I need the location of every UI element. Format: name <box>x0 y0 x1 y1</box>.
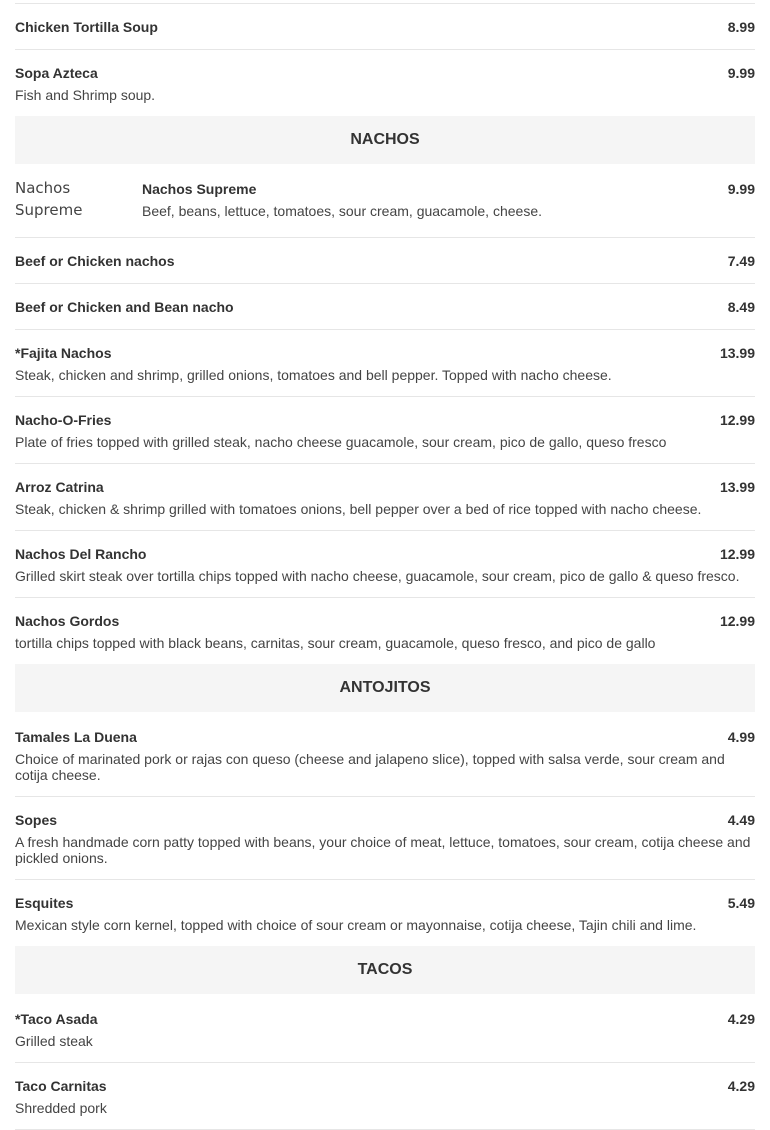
item-description: Fish and Shrimp soup. <box>15 87 156 103</box>
section-header-tacos: TACOS <box>15 946 755 994</box>
item-name: Beef or Chicken and Bean nacho <box>15 299 234 315</box>
item-description: Plate of fries topped with grilled steak, nacho cheese guacamole, sour cream, pico de gallo, queso fresco <box>15 434 667 450</box>
item-name: Arroz Catrina <box>15 479 104 495</box>
item-price: 4.29 <box>727 1011 755 1027</box>
item-name: Nachos Gordos <box>15 613 120 629</box>
menu-item-taco-carnitas[interactable] <box>15 1063 755 1130</box>
menu-list <box>15 0 755 1130</box>
item-name: *Taco Asada <box>15 1011 98 1027</box>
item-name: *Fajita Nachos <box>15 345 112 361</box>
item-name: Beef or Chicken nachos <box>15 253 175 269</box>
menu-item-chicken-tortilla-soup[interactable] <box>15 4 755 50</box>
item-description: Steak, chicken & shrimp grilled with tomatoes onions, bell pepper over a bed of rice topped with nacho cheese. <box>15 501 702 517</box>
section-header-antojitos: ANTOJITOS <box>15 664 755 712</box>
section-header-nachos: NACHOS <box>15 116 755 164</box>
item-price: 4.99 <box>727 729 755 745</box>
menu-item-nachos-gordos[interactable] <box>15 598 755 664</box>
item-price: 8.49 <box>727 299 755 315</box>
item-description: Shredded pork <box>15 1100 107 1116</box>
item-name: Tamales La Duena <box>15 729 137 745</box>
menu-item-sopes[interactable] <box>15 797 755 880</box>
item-description: tortilla chips topped with black beans, carnitas, sour cream, guacamole, queso fresco, and pico de gallo <box>15 635 656 651</box>
item-price: 8.99 <box>727 19 755 35</box>
item-description: Beef, beans, lettuce, tomatoes, sour cream, guacamole, cheese. <box>142 203 542 219</box>
item-description: Steak, chicken and shrimp, grilled onions, tomatoes and bell pepper. Topped with nacho cheese. <box>15 367 612 383</box>
menu-item-beef-or-chicken-nachos[interactable] <box>15 238 755 284</box>
item-price: 13.99 <box>719 345 755 361</box>
item-name: Esquites <box>15 895 74 911</box>
item-name: Sopa Azteca <box>15 65 98 81</box>
menu-item-sopa-azteca[interactable] <box>15 50 755 116</box>
item-name: Sopes <box>15 812 58 828</box>
item-name: Nachos Del Rancho <box>15 546 147 562</box>
item-price: 9.99 <box>727 65 755 81</box>
menu-item-fajita-nachos[interactable] <box>15 330 755 397</box>
item-price: 12.99 <box>719 546 755 562</box>
item-description: A fresh handmade corn patty topped with beans, your choice of meat, lettuce, tomatoes, sour cream, cotija cheese and pickled onions. <box>15 834 751 866</box>
item-name: Taco Carnitas <box>15 1078 107 1094</box>
item-price: 4.49 <box>727 812 755 828</box>
item-price: 12.99 <box>719 412 755 428</box>
item-description: Choice of marinated pork or rajas con queso (cheese and jalapeno slice), topped with salsa verde, sour cream and cotija cheese. <box>15 751 725 783</box>
menu-item-esquites[interactable] <box>15 880 755 946</box>
item-name: Nachos Supreme <box>142 181 257 197</box>
item-price: 5.49 <box>727 895 755 911</box>
menu-item-nacho-o-fries[interactable] <box>15 397 755 464</box>
menu-item-beef-or-chicken-and-bean-nacho[interactable] <box>15 284 755 330</box>
menu-item-nachos-del-rancho[interactable] <box>15 531 755 598</box>
item-price: 9.99 <box>727 181 755 197</box>
item-price: 13.99 <box>719 479 755 495</box>
item-price: 12.99 <box>719 613 755 629</box>
item-description: Grilled skirt steak over tortilla chips topped with nacho cheese, guacamole, sour cream, pico de gallo & queso fresco. <box>15 568 740 584</box>
nachos-supreme-image: Nachos Supreme <box>15 179 83 219</box>
menu-item-tamales-la-duena[interactable] <box>15 712 755 797</box>
item-price: 7.49 <box>727 253 755 269</box>
menu-item-taco-asada[interactable] <box>15 994 755 1063</box>
menu-item-arroz-catrina[interactable] <box>15 464 755 531</box>
item-name: Chicken Tortilla Soup <box>15 19 158 35</box>
item-name: Nacho-O-Fries <box>15 412 112 428</box>
menu-item-nachos-supreme[interactable] <box>15 164 755 238</box>
item-price: 4.29 <box>727 1078 755 1094</box>
item-description: Mexican style corn kernel, topped with choice of sour cream or mayonnaise, cotija cheese, Tajin chili and lime. <box>15 917 697 933</box>
item-description: Grilled steak <box>15 1033 93 1049</box>
